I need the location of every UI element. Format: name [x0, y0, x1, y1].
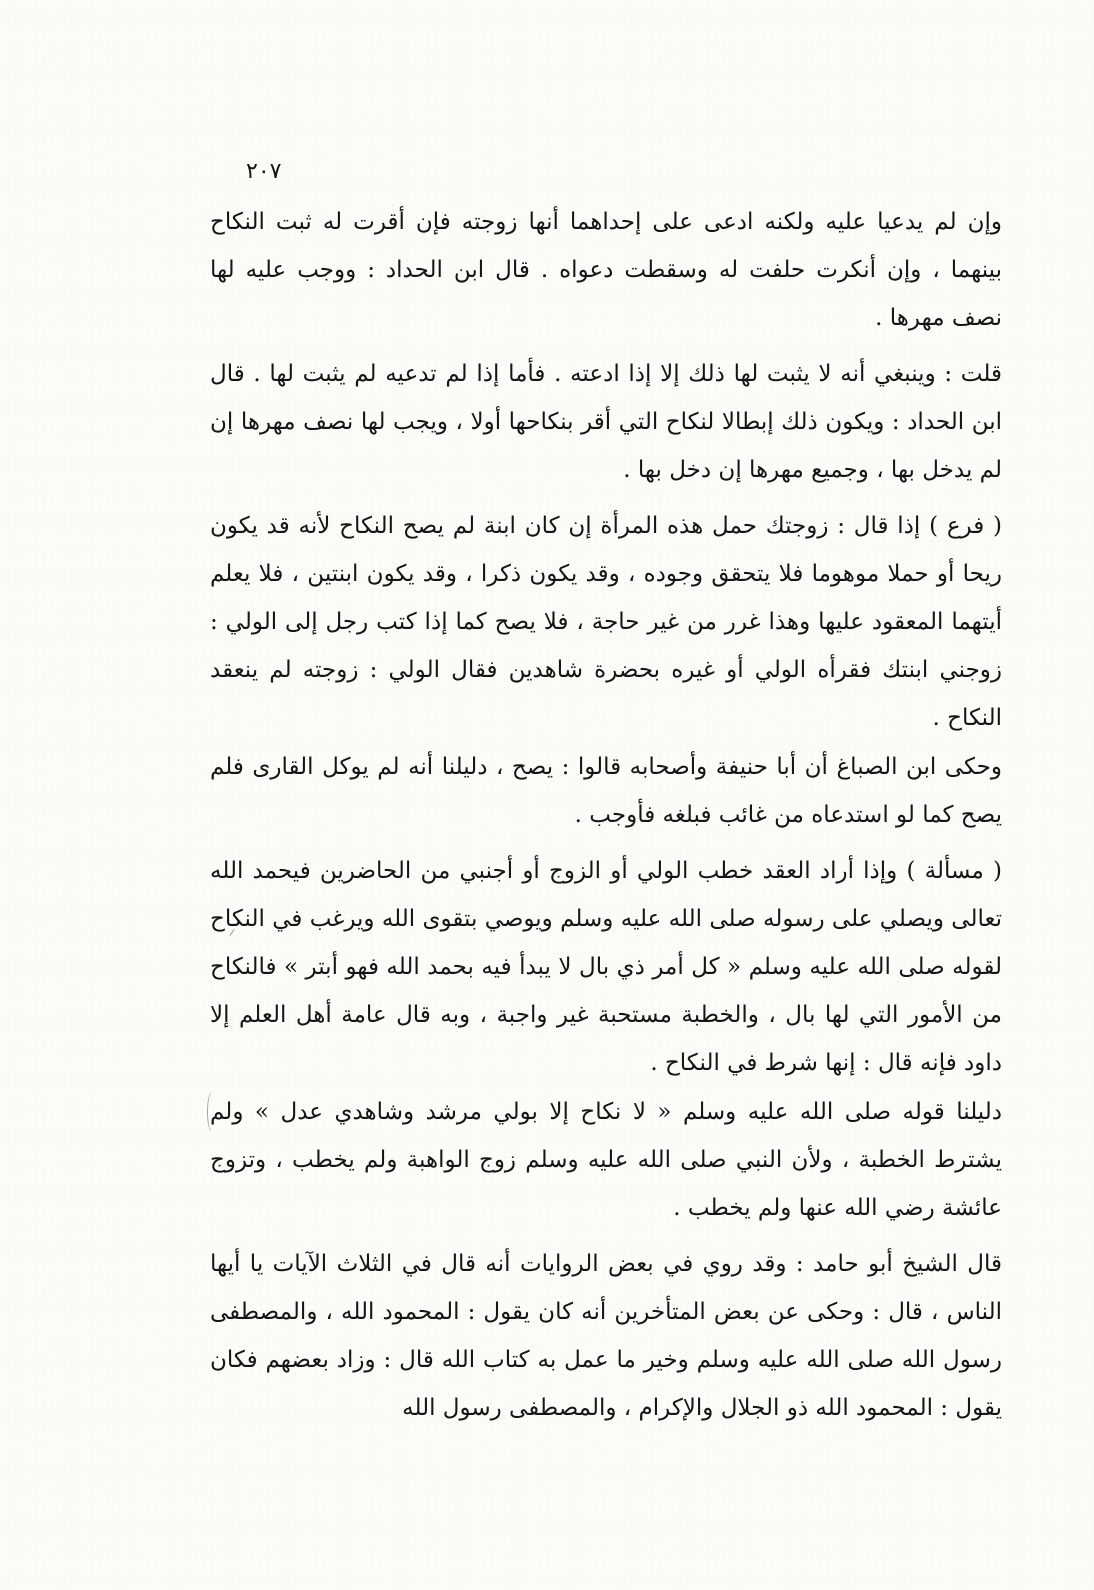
- paragraph-3: ( فرع ) إذا قال : زوجتك حمل هذه المرأة إن كان ابنة لم يصح النكاح لأنه قد يكون ريحا أو حملا موهوما فلا يتحقق وجوده ، وقد يكون ذكرا ، وقد يكون ابنتين ، فلا يعلم أيتهما المعقود عليها وهذا غرر من غير حاجة ، فلا يصح كما إذا كتب رجل إلى الولي : زوجني ابنتك فقرأه الولي أو غيره بحضرة شاهدين فقال الولي : زوجته لم ينعقد النكاح .: [210, 513, 1003, 731]
- arabic-text-block: [210, 198, 1002, 1432]
- paragraph-1: وإن لم يدعيا عليه ولكنه ادعى على إحداهما أنها زوجته فإن أقرت له ثبت النكاح بينهما ، وإن أنكرت حلفت له وسقطت دعواه . قال ابن الحداد : ووجب عليه لها نصف مهرها .: [210, 209, 1002, 331]
- page-number: ٢٠٧: [246, 159, 282, 184]
- paragraph-2: قلت : وينبغي أنه لا يثبت لها ذلك إلا إذا ادعته . فأما إذا لم تدعيه لم يثبت لها . قال ابن الحداد : ويكون ذلك إبطالا لنكاح التي أقر بنكاحها أولا ، ويجب لها نصف مهرها إن لم يدخل بها ، وجميع مهرها إن دخل بها .: [210, 361, 1002, 483]
- paragraph-7: قال الشيخ أبو حامد : وقد روي في بعض الروايات أنه قال في الثلاث الآيات يا أيها الناس ، قال : وحكى عن بعض المتأخرين أنه كان يقول : المحمود الله ، والمصطفى رسول الله صلى الله عليه وسلم وخير ما عمل به كتاب الله قال : وزاد بعضهم فكان يقول : المحمود الله ذو الجلال والإكرام ، والمصطفى رسول الله: [210, 1251, 1002, 1421]
- paragraph-6: دليلنا قوله صلى الله عليه وسلم « لا نكاح إلا بولي مرشد وشاهدي عدل » ولم يشترط الخطبة ، ولأن النبي صلى الله عليه وسلم زوج الواهبة ولم يخطب ، وتزوج عائشة رضي الله عنها ولم يخطب .: [210, 1099, 1002, 1221]
- paragraph-5: ( مسألة ) وإذا أراد العقد خطب الولي أو الزوج أو أجنبي من الحاضرين فيحمد الله تعالى ويصلي على رسوله صلى الله عليه وسلم ويوصي بتقوى الله ويرغب في النكاح لقوله صلى الله عليه وسلم « كل أمر ذي بال لا يبدأ فيه بحمد الله فهو أبتر » فالنكاح من الأمور التي لها بال ، والخطبة مستحبة غير واجبة ، وبه قال عامة أهل العلم إلا داود فإنه قال : إنها شرط في النكاح .: [210, 858, 1002, 1076]
- margin-bracket-mark: [207, 1092, 217, 1132]
- paragraph-4: وحكى ابن الصباغ أن أبا حنيفة وأصحابه قالوا : يصح ، دليلنا أنه لم يوكل القارى فلم يصح كما لو استدعاه من غائب فبلغه فأوجب .: [210, 754, 1002, 828]
